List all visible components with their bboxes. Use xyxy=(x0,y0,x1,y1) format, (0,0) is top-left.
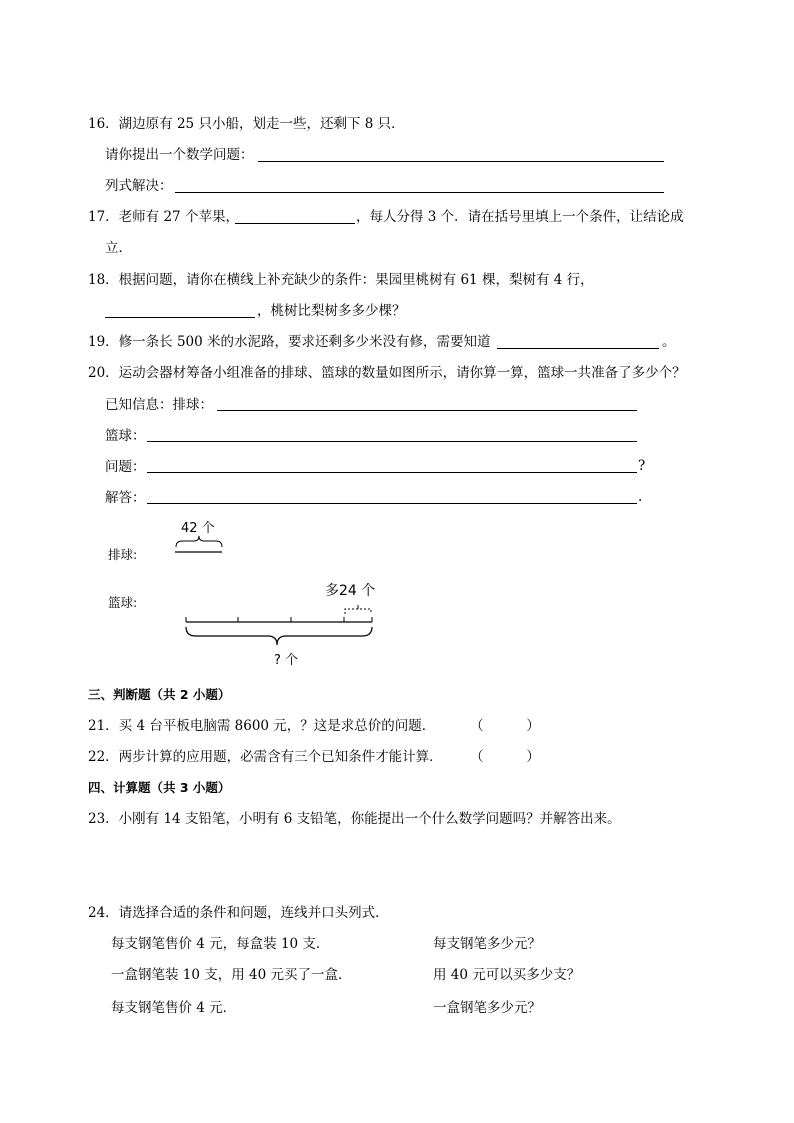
diagram-unknown-label: ? 个 xyxy=(274,653,299,668)
q18-part2: ，桃树比梨树多多少棵？ xyxy=(257,303,406,319)
total-brace xyxy=(186,627,372,645)
extra-brace xyxy=(345,609,371,614)
diagram-basketball-label: 篮球: xyxy=(108,595,138,610)
q16-text: 16．湖边原有 25 只小船，划走一些，还剩下 8 只． xyxy=(88,116,405,132)
volleyball-brace xyxy=(176,536,222,547)
condition-2[interactable]: 一盒钢笔装 10 支，用 40 元买了一盒． xyxy=(111,967,352,983)
q20-known-label: 已知信息：排球： xyxy=(105,397,213,413)
condition-1[interactable]: 每支钢笔售价 4 元，每盒装 10 支． xyxy=(111,936,330,952)
q20-answer-label: 解答： xyxy=(105,490,146,506)
condition-3[interactable]: 每支钢笔售价 4 元． xyxy=(111,1000,237,1016)
question-1[interactable]: 每支钢笔多少元？ xyxy=(433,936,541,952)
q20-question-end: ? xyxy=(638,458,646,474)
q24-text: 24．请选择合适的条件和问题，连线并口头列式． xyxy=(88,905,389,921)
question-2[interactable]: 用 40 元可以买多少支？ xyxy=(433,967,581,983)
section3-title: 三、判断题（共 2 小题） xyxy=(88,687,231,702)
section4-title: 四、计算题（共 3 小题） xyxy=(88,780,231,795)
q21-text: 21．买 4 台平板电脑需 8600 元，？这是求总价的问题． xyxy=(88,718,436,734)
q21-answer-paren[interactable]: （ ） xyxy=(470,718,540,734)
diagram-volleyball-label: 排球: xyxy=(108,547,138,562)
q19-part1: 19．修一条长 500 米的水泥路，要求还剩多少米没有修，需要知道 xyxy=(88,334,491,350)
q17-part2: ，每人分得 3 个．请在括号里填上一个条件，让结论成 xyxy=(356,209,684,225)
q19-part2: 。 xyxy=(662,334,676,350)
q18-part1: 18．根据问题，请你在横线上补充缺少的条件：果园里桃树有 61 棵，梨树有 4 行， xyxy=(88,272,594,288)
q17-part3: 立． xyxy=(105,240,132,256)
q22-answer-paren[interactable]: （ ） xyxy=(470,749,540,765)
q17-part1: 17．老师有 27 个苹果， xyxy=(88,209,239,225)
q16-solve-label: 列式解决： xyxy=(105,178,173,194)
q22-text: 22．两步计算的应用题，必需含有三个已知条件才能计算． xyxy=(88,749,443,765)
q20-answer-end: . xyxy=(638,489,643,505)
diagram-volleyball-count: 42 个 xyxy=(181,521,215,536)
q16-prompt-label: 请你提出一个数学问题： xyxy=(105,147,254,163)
q20-basketball-label: 篮球： xyxy=(105,428,146,444)
q20-question-label: 问题： xyxy=(105,459,146,475)
q23-text: 23．小刚有 14 支铅笔，小明有 6 支铅笔，你能提出一个什么数学问题吗？并解答出来。 xyxy=(88,811,621,827)
q20-text: 20．运动会器材筹备小组准备的排球、篮球的数量如图所示，请你算一算，篮球一共准备了多少个？ xyxy=(88,365,686,381)
diagram-more-label: 多24 个 xyxy=(325,583,376,599)
question-3[interactable]: 一盒钢笔多少元？ xyxy=(433,1000,541,1016)
